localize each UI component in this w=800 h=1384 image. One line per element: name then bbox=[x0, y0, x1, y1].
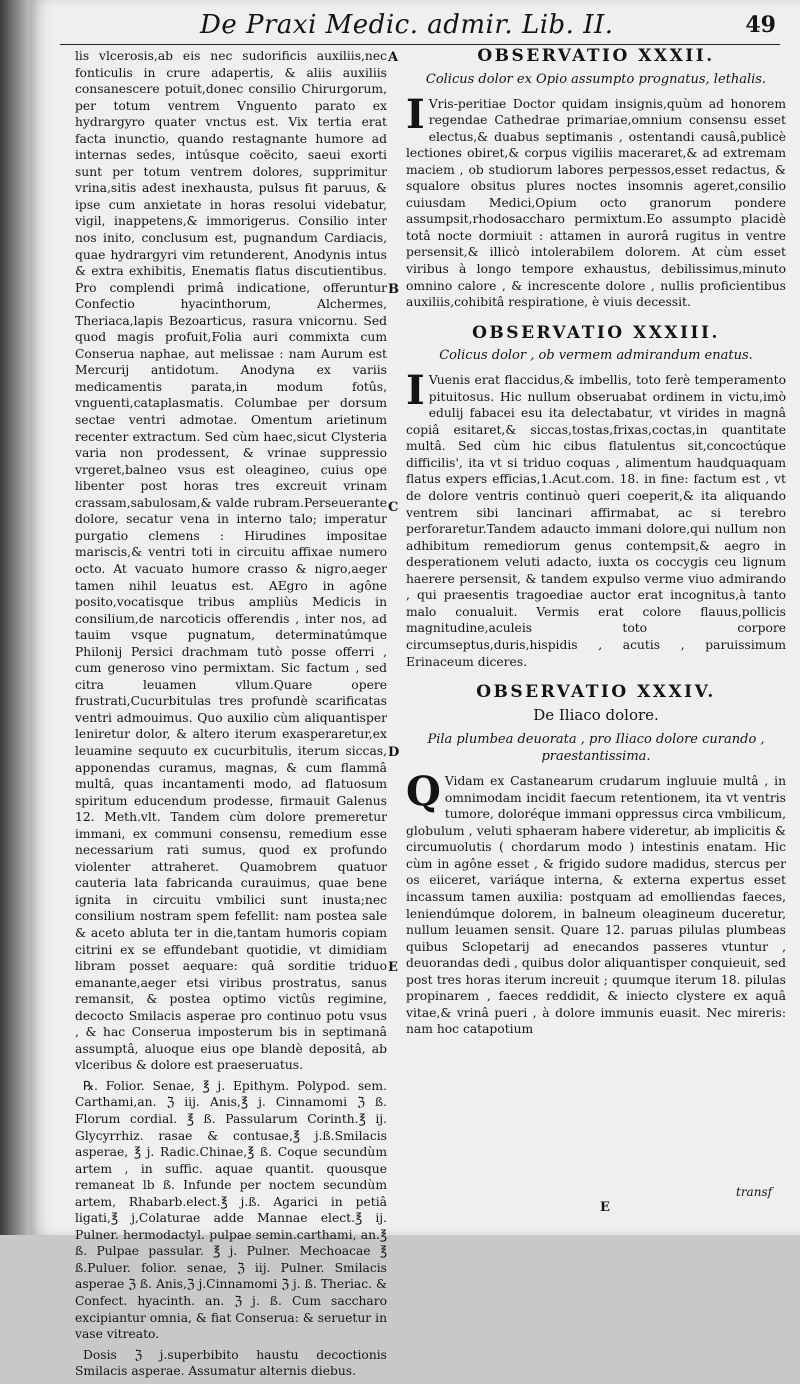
dosage-paragraph: Dosis ℨ j.superbibito haustu decoctionis Smilacis asperae. Assumatur alternis diebus. bbox=[75, 1347, 387, 1379]
catchword: transf bbox=[736, 1185, 773, 1199]
observation-33-text bbox=[406, 367, 786, 670]
left-column bbox=[75, 48, 387, 1384]
observation-34-subtitle: Pila plumbea deuorata , pro Iliaco dolore curando , praestantissima. bbox=[427, 732, 765, 765]
drop-cap: Q bbox=[406, 768, 441, 816]
book-spine-shadow bbox=[0, 0, 30, 1235]
observation-33-title: OBSERVATIO XXXIII. bbox=[472, 322, 720, 343]
observation-32-subtitle: Colicus dolor ex Opio assumpto prognatus, lethalis. bbox=[425, 71, 767, 87]
left-paragraph-1: lis vlcerosis,ab eis nec sudorificis auxiliis,nec fonticulis in crure adapertis, & aliis auxiliis consanescere potuit,donec consilio Chirurgorum, per totum ventrem Vnguento parato ex hydrargyro quater vnctus est. Vix tertia erat facta inunctio, quando restagnante humore ad internas sedes, intúsque coëcito, saeui exorti sunt per totum ventrem dolores, supprimitur vrina,sitis adest inexhausta, pulsus fit paruus, & ipse cum anxietate in horas resolui videbatur, vigil, inappetens,& immorigerus. Consilio inter nos inito, conclusum est, pugnandum Cardiacis, quae hydrargyri vim retunderent, Anodynis intus & extra exhibitis, Enematis flatus discutientibus. Pro complendi primâ indicatione, offeruntur Confectio hyacinthorum, Alchermes, Theriaca,lapis Bezoarticus, rasura vnicornu. Sed quod magis profuit,Folia auri commixta cum Conserua naphae, aut melissae : nam Aurum est Mercurij antidotum. Anodyna ex variis medicamentis parata,in modum fotûs, vnguenti,cataplasmatis. Columbae per dorsum sectae ventri admotae. Omentum arietinum recenter extractum. Sed cùm haec,sicut Clysteria varia non prodessent, & vrinae suppressio vrgeret,balneo vsus est oleagineo, cuius ope libenter post horas tres excreuit vrinam crassam,sabulosam,& valde rubram.Perseuerante dolore, secatur vena in interno talo; imperatur purgatio clemens : Hirudines impositae mariscis,& ventri toti in circuitu affixae numero octo. At vacuato humore crasso & nigro,aeger tamen nihil leuatus est. AEgro in agône posito,vocatisque tribus ampliùs Medicis in consilium,de narcoticis offerendis , inter nos, ad tauim vsque pugnatum, determinatúmque Philonij Persici drachmam tutò posse offerri , cum generoso vino permixtam. Sic factum , sed citra leuamen vllum.Quare opere frustrati,Cucurbitulas tres profundè scarificatas ventri admouimus. Quo auxilio cùm aliquantisper leniretur dolor, & altero iterum exasperaretur,ex leuamine sequuto ex cucurbitulis, iterum siccas, apponendas curamus, magnas, & cum flammâ multâ, quas incantamenti modo, ad flatuosum spiritum educendum prodesse, firmauit Galenus 12. Meth.vlt. Tandem cùm dolore premeretur immani, ex communi consensu, remedium esse necessarium rati sumus, quod ex profundo violenter attraheret. Quamobrem quatuor cauteria lata fabricanda curauimus, quae bene ignita in circuitu vmbilici sunt inusta;nec consilium nostram spem fefellit: nam postea sale & aceto abluta ter in die,tantam humoris copiam citrini ex se effundebant quotidie, vt dimidiam libram posset aequare: quâ sorditie triduo emanante,aeger etsi viribus prostratus, sanus remansit, & postea optimo victûs regimine, decocto Smilacis asperae pro continuo potu vsus , & hac Conserua imposterum bis in septimanâ assumptâ, aluoque eius ope blandè depositâ, ab vlceribus & dolore est praeseruatus. bbox=[75, 49, 387, 1073]
drop-cap: I bbox=[406, 90, 425, 138]
margin-letter-c: C bbox=[388, 500, 399, 515]
recipe-paragraph: ℞. Folior. Senae, ℥ j. Epithym. Polypod. sem. Carthami,an. ℨ iij. Anis,℥ j. Cinnamomi ℨ ß. Florum cordial. ℥ ß. Passularum Corinth.℥ ij. Glycyrrhiz. rasae & contusae,℥ j.ß.Smilacis asperae, ℥ j. Radic.Chinae,℥ ß. Coque secundùm artem , in suffic. aquae quantit. quousque remaneat lb ß. Infunde per noctem secundùm artem, Rhabarb.elect.℥ j.ß. Agarici in petiâ ligati,℥ j,Colaturae adde Mannae elect.℥ ij. Pulner. hermodactyl. pulpae semin.carthami, an.℥ ß. Pulpae passular. ℥ j. Pulner. Mechoacae ℥ ß.Puluer. folior. senae, ℨ iij. Pulner. Smilacis asperae ℨ ß. Anis,ℨ j.Cinnamomi ℨ j. ß. Theriac. & Confect. hyacinth. an. ℨ j. ß. Cum saccharo excipiantur omnia, & fiat Conserua: & seruetur in vase vitreato. bbox=[75, 1078, 387, 1342]
page-header bbox=[60, 10, 780, 45]
observation-34-text bbox=[406, 768, 786, 1038]
right-column bbox=[406, 48, 786, 1042]
margin-letter-a: A bbox=[388, 50, 399, 65]
running-title: De Praxi Medic. admir. Lib. II. bbox=[200, 10, 614, 40]
page-number: 49 bbox=[745, 12, 776, 38]
margin-letter-e: E bbox=[388, 960, 398, 975]
margin-letter-b: B bbox=[388, 282, 399, 297]
margin-letter-d: D bbox=[388, 745, 400, 760]
signature-mark: E bbox=[600, 1200, 610, 1215]
observation-33-body: Vuenis erat flaccidus,& imbellis, toto ferè temperamento pituitosus. Hic nullum obseruabat ordinem in victu,imò edulij fabacei esu ita delectabatur, vt virides in magnâ copiâ esitaret,& siccas,tostas,frixas,coctas,in quantitate multâ. Sed cùm hic cibus flatulentus sit,concoctúque difficilis', ita vt si triduo coquas , alimentum haudquaquam flatus expers efficias,1.Acut.com. 18. in fine: factum est , vt de dolore ventris continuò queri coeperit,& ita aliquando ventrem sibi lancinari affirmabat, ac si terebro perforaretur.Tandem adaucto immani dolore,qui nullum non adhibitum remediorum genus contempsit,& aegro in desperationem veluti adacto, iuxta os coccygis ceu lignum haerere persensit, & tandem expulso verme viuo admirando , qui praesentis tragoediae auctor erat incognitus,à tanto malo conualuit. Vermis erat colore flauus,pollicis magnitudine,aculeis toto corpore circumseptus,duris,hispidis , acutis , paruissimum Erinaceum diceres. bbox=[406, 373, 786, 669]
observation-34-heading: De Iliaco dolore. bbox=[533, 705, 659, 724]
drop-cap: I bbox=[406, 367, 425, 415]
observation-33-subtitle: Colicus dolor , ob vermem admirandum enatus. bbox=[439, 348, 753, 364]
observation-34-title: OBSERVATIO XXXIV. bbox=[476, 682, 716, 703]
observation-32-title: OBSERVATIO XXXII. bbox=[477, 46, 715, 66]
observation-34-body: Vidam ex Castanearum crudarum ingluuie multâ , in omnimodam incidit faecum retentionem, ita vt ventris tumore, doloréque immani oppressus circa vmbilicum, globulum , veluti sphaeram habere videretur, ab implicitis & circumuolutis ( chordarum modo ) intestinis enatam. Hic cùm in agône esset , & frigido sudore madidus, stercus per os eiiceret, variáque interna, & externa expertus esset incassum tamen auxilia: postquam ad emolliendas faeces, leniendúmque dolorem, in balneum oleagineum duceretur, nullum leuamen sensit. Quare 12. paruas pilulas plumbeas quibus Sclopetarij ad enecandos passeres vtuntur , deuorandas dedi , quibus dolor aliquantisper conquieuit, sed post tres horas iterum increuit ; quumque iterum 18. pilulas propinarem , faeces reddidit, & iniecto clystere ex aquâ vitae,& vrinâ pueri , à dolore immunis euasit. Nec mireris: nam hoc catapotium bbox=[406, 774, 786, 1037]
observation-32-text bbox=[406, 90, 786, 311]
observation-32-body: Vris-peritiae Doctor quidam insignis,quùm ad honorem regendae Cathedrae primariae,omnium consensu esset electus,& duabus septimanis , ostentandi causâ,publicè lectiones obiret,& corpus vigiliis maceraret,& ad extremam maciem , ob studiorum labores perpessos,esset redactus, & squalore obsitus plures noctes insomnis ageret,consilio cuiusdam Medici,Opium octo granorum pondere assumpsit,rhodosaccharo permixtum.Eo assumpto placidè totâ nocte dormiuit : attamen in aurorâ rugitus in ventre persensit,& illicò intolerabilem dolorem. At cùm esset viribus à longo tempore exhaustus, debilissimus,minuto omnino calore , & increscente dolore , nullis proficientibus auxiliis,cohibitâ respiratione, è viuis decessit. bbox=[406, 96, 786, 310]
